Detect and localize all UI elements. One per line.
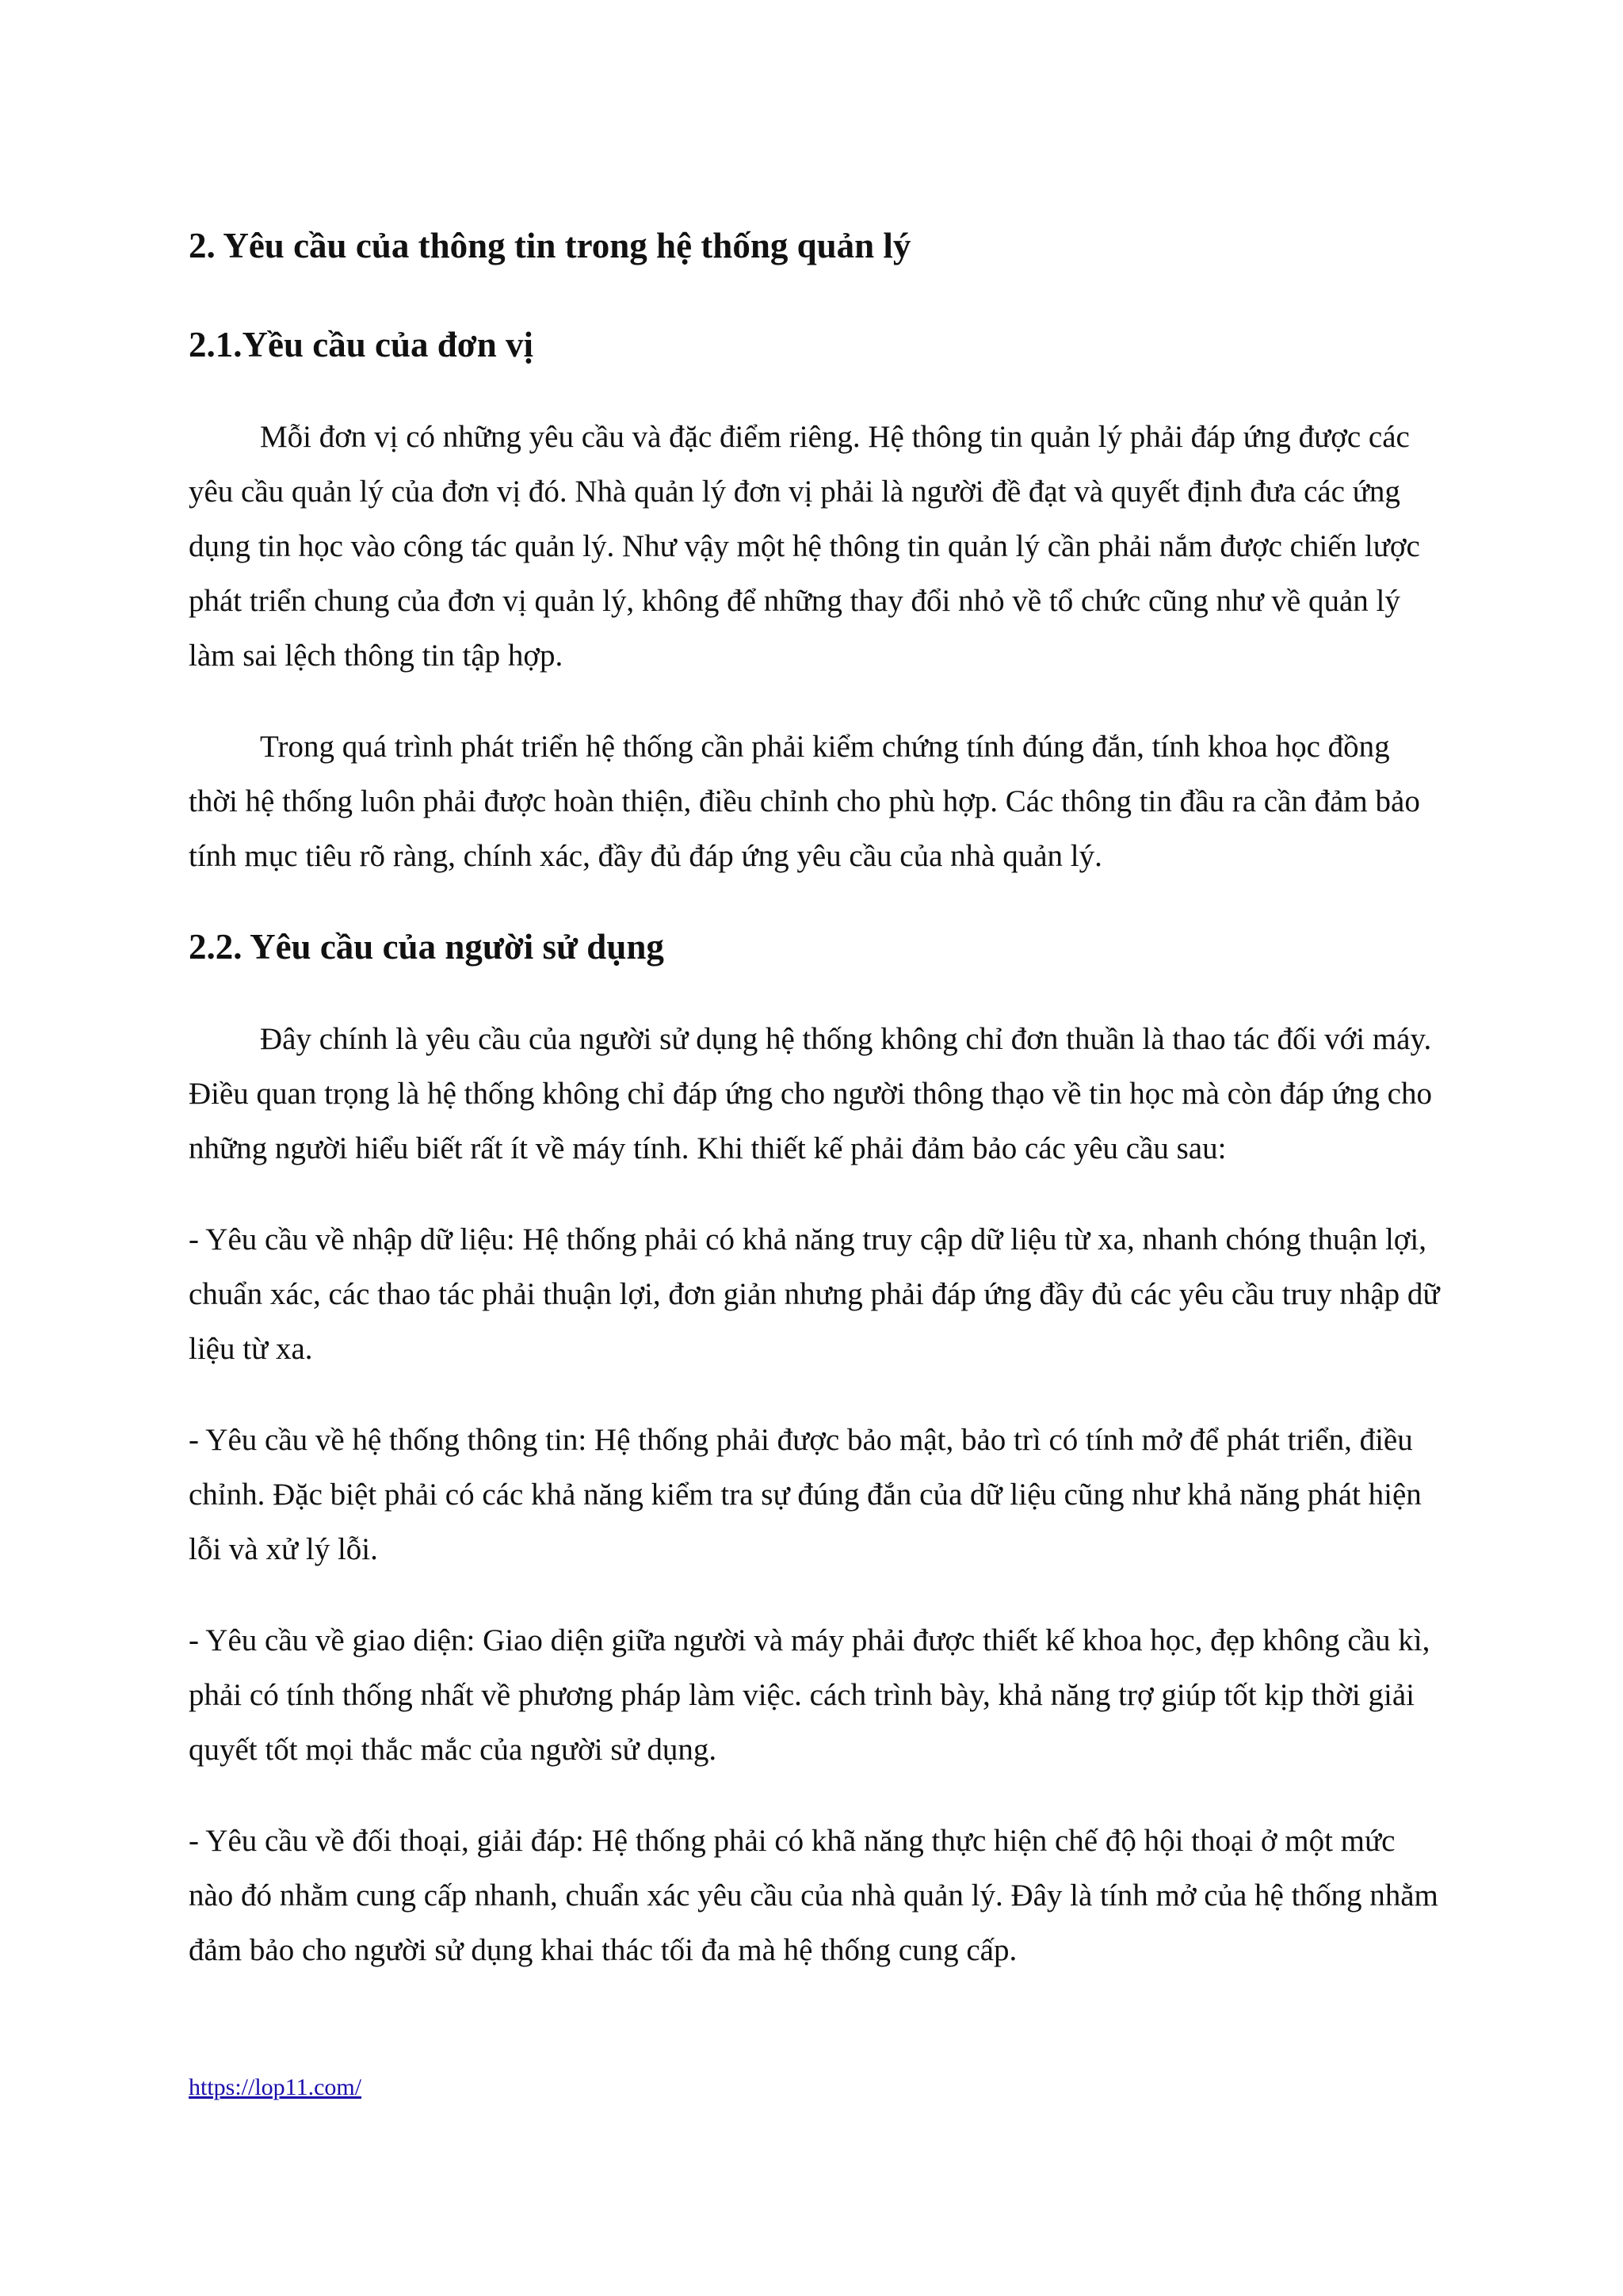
paragraph: Trong quá trình phát triển hệ thống cần phải kiểm chứng tính đúng đắn, tính khoa học đồng thời hệ thống luôn phải được hoàn thiện, điều chỉnh cho phù hợp. Các thông tin đầu ra cần đảm bảo tính mục tiêu rõ ràng, chính xác, đầy đủ đáp ứng yêu cầu của nhà quản lý. [189, 730, 1420, 873]
section-heading-2-1: 2.1.Yều cầu của đơn vị [189, 325, 533, 364]
main-heading: 2. Yêu cầu của thông tin trong hệ thống quản lý [189, 226, 911, 265]
paragraph: Mỗi đơn vị có những yêu cầu và đặc điểm riêng. Hệ thông tin quản lý phải đáp ứng được các yêu cầu quản lý của đơn vị đó. Nhà quản lý đơn vị phải là người đề đạt và quyết định đưa các ứng dụng tin học vào công tác quản lý. Như vậy một hệ thông tin quản lý cần phải nắm được chiến lược phát triển chung của đơn vị quản lý, không để những thay đổi nhỏ về tổ chức cũng như về quản lý làm sai lệch thông tin tập hợp. [189, 420, 1420, 673]
document-body [189, 222, 1441, 1978]
section-heading-2-2: 2.2. Yêu cầu của người sử dụng [189, 927, 664, 967]
requirement-item-data-entry: - Yêu cầu về nhập dữ liệu: Hệ thống phải có khả năng truy cập dữ liệu từ xa, nhanh chóng thuận lợi, chuẩn xác, các thao tác phải thuận lợi, đơn giản nhưng phải đáp ứng đầy đủ các yêu cầu truy nhập dữ liệu từ xa. [189, 1222, 1440, 1366]
paragraph: Đây chính là yêu cầu của người sử dụng hệ thống không chỉ đơn thuần là thao tác đối với máy. Điều quan trọng là hệ thống không chỉ đáp ứng cho người thông thạo về tin học mà còn đáp ứng cho những người hiểu biết rất ít về máy tính. Khi thiết kế phải đảm bảo các yêu cầu sau: [189, 1022, 1432, 1165]
requirement-item-information-system: - Yêu cầu về hệ thống thông tin: Hệ thống phải được bảo mật, bảo trì có tính mở để phát triển, điều chỉnh. Đặc biệt phải có các khả năng kiểm tra sự đúng đắn của dữ liệu cũng như khả năng phát hiện lỗi và xử lý lỗi. [189, 1423, 1422, 1566]
requirement-item-dialogue: - Yêu cầu về đối thoại, giải đáp: Hệ thống phải có khã năng thực hiện chế độ hội thoại ở một mức nào đó nhằm cung cấp nhanh, chuẩn xác yêu cầu của nhà quản lý. Đây là tính mở của hệ thống nhằm đảm bảo cho người sử dụng khai thác tối đa mà hệ thống cung cấp. [189, 1824, 1438, 1967]
footer-source-link[interactable]: https://lop11.com/ [189, 2074, 362, 2100]
requirement-item-interface: - Yêu cầu về giao diện: Giao diện giữa người và máy phải được thiết kế khoa học, đẹp không cầu kì, phải có tính thống nhất về phương pháp làm việc. cách trình bày, khả năng trợ giúp tốt kịp thời giải quyết tốt mọi thắc mắc của người sử dụng. [189, 1623, 1430, 1767]
